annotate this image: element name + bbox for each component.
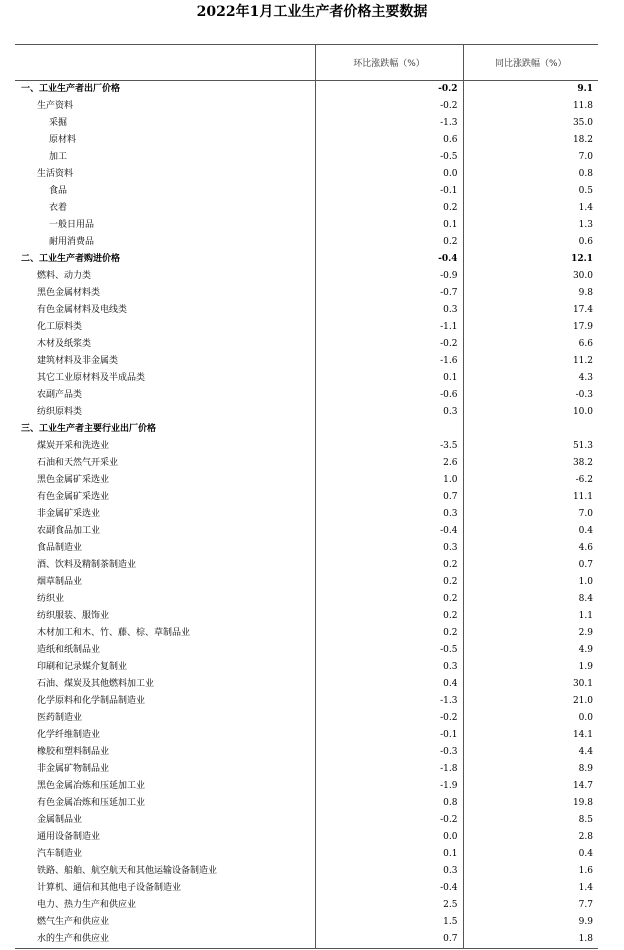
row-mom-value: -1.3 (315, 115, 463, 132)
row-mom-value: -1.3 (315, 693, 463, 710)
row-yoy-value: 2.8 (463, 829, 598, 846)
row-mom-value: -1.8 (315, 761, 463, 778)
row-label: 生活资料 (37, 169, 74, 179)
row-mom-value: 0.8 (315, 795, 463, 812)
table-row (15, 132, 598, 149)
row-label: 衣着 (49, 203, 68, 213)
table-row (15, 863, 598, 880)
row-mom-value: 0.2 (315, 557, 463, 574)
table-row (15, 523, 598, 540)
row-mom-value: -0.4 (315, 880, 463, 897)
row-mom-value: 0.2 (315, 608, 463, 625)
row-yoy-value (463, 421, 598, 438)
row-mom-value: 2.5 (315, 897, 463, 914)
row-label: 一、工业生产者出厂价格 (21, 84, 121, 94)
row-yoy-value: 30.1 (463, 676, 598, 693)
row-mom-value: -0.2 (315, 81, 463, 99)
row-yoy-value: 1.4 (463, 200, 598, 217)
row-yoy-value: 0.4 (463, 846, 598, 863)
row-yoy-value: 8.4 (463, 591, 598, 608)
row-mom-value: 0.1 (315, 217, 463, 234)
row-label: 生产资料 (37, 101, 74, 111)
row-label: 燃气生产和供应业 (37, 917, 110, 927)
row-yoy-value: 7.7 (463, 897, 598, 914)
table-header-row (15, 45, 598, 81)
row-yoy-value: 1.8 (463, 931, 598, 949)
header-mom: 环比涨跌幅（%） (315, 45, 463, 81)
table-row (15, 404, 598, 421)
row-yoy-value: 19.8 (463, 795, 598, 812)
row-mom-value: 0.3 (315, 540, 463, 557)
row-label: 二、工业生产者购进价格 (21, 254, 121, 264)
row-label: 石油和天然气开采业 (37, 458, 119, 468)
row-label: 有色金属矿采选业 (37, 492, 110, 502)
row-label: 石油、煤炭及其他燃料加工业 (37, 679, 155, 689)
row-yoy-value: 0.0 (463, 710, 598, 727)
row-mom-value: -1.9 (315, 778, 463, 795)
table-row (15, 540, 598, 557)
table-row (15, 251, 598, 268)
row-label: 水的生产和供应业 (15, 931, 315, 949)
row-label: 纺织服装、服饰业 (37, 611, 110, 621)
table-row (15, 353, 598, 370)
table-row (15, 217, 598, 234)
row-yoy-value: 10.0 (463, 404, 598, 421)
row-mom-value: 1.5 (315, 914, 463, 931)
row-label: 农副食品加工业 (37, 526, 101, 536)
row-mom-value: 0.2 (315, 200, 463, 217)
row-label: 汽车制造业 (37, 849, 83, 859)
row-yoy-value: 1.0 (463, 574, 598, 591)
row-yoy-value: -6.2 (463, 472, 598, 489)
row-label: 印刷和记录媒介复制业 (37, 662, 128, 672)
row-yoy-value: 35.0 (463, 115, 598, 132)
table-row (15, 591, 598, 608)
row-mom-value: 0.2 (315, 574, 463, 591)
table-row (15, 693, 598, 710)
table-row (15, 778, 598, 795)
row-mom-value: 1.0 (315, 472, 463, 489)
row-mom-value: -0.5 (315, 642, 463, 659)
row-label: 黑色金属矿采选业 (37, 475, 110, 485)
row-mom-value: -0.6 (315, 387, 463, 404)
table-row (15, 761, 598, 778)
row-mom-value: -1.6 (315, 353, 463, 370)
table-row (15, 897, 598, 914)
row-mom-value: 2.6 (315, 455, 463, 472)
row-yoy-value: 1.6 (463, 863, 598, 880)
row-mom-value: 0.4 (315, 676, 463, 693)
table-row (15, 744, 598, 761)
row-label: 纺织原料类 (37, 407, 83, 417)
row-label: 黑色金属冶炼和压延加工业 (37, 781, 146, 791)
row-label: 食品 (49, 186, 68, 196)
row-yoy-value: 0.4 (463, 523, 598, 540)
table-row (15, 115, 598, 132)
row-mom-value: -0.5 (315, 149, 463, 166)
row-label: 造纸和纸制品业 (37, 645, 101, 655)
table-row (15, 421, 598, 438)
table-row (15, 455, 598, 472)
row-yoy-value: 4.4 (463, 744, 598, 761)
table-row (15, 387, 598, 404)
row-mom-value: -1.1 (315, 319, 463, 336)
row-label: 其它工业原材料及半成品类 (37, 373, 146, 383)
table-row (15, 710, 598, 727)
table-row (15, 812, 598, 829)
row-yoy-value: 0.7 (463, 557, 598, 574)
row-yoy-value: 7.0 (463, 149, 598, 166)
row-label: 化学原料和化学制品制造业 (37, 696, 146, 706)
row-label: 采掘 (49, 118, 68, 128)
row-label: 耐用消费品 (49, 237, 95, 247)
table-row (15, 795, 598, 812)
table-row (15, 727, 598, 744)
row-mom-value: -0.1 (315, 727, 463, 744)
row-label: 医药制造业 (37, 713, 83, 723)
row-label: 化学纤维制造业 (37, 730, 101, 740)
row-mom-value: -0.7 (315, 285, 463, 302)
row-label: 酒、饮料及精制茶制造业 (37, 560, 137, 570)
row-yoy-value: 0.6 (463, 234, 598, 251)
table-row (15, 846, 598, 863)
row-yoy-value: 18.2 (463, 132, 598, 149)
table-row (15, 489, 598, 506)
row-mom-value: 0.1 (315, 370, 463, 387)
row-label: 有色金属材料及电线类 (37, 305, 128, 315)
row-label: 非金属矿采选业 (37, 509, 101, 519)
row-mom-value: -0.4 (315, 523, 463, 540)
row-label: 金属制品业 (37, 815, 83, 825)
row-mom-value: 0.0 (315, 166, 463, 183)
row-label: 有色金属冶炼和压延加工业 (37, 798, 146, 808)
row-label: 木材及纸浆类 (37, 339, 92, 349)
row-mom-value: 0.3 (315, 506, 463, 523)
row-label: 非金属矿物制品业 (37, 764, 110, 774)
row-label: 加工 (49, 152, 68, 162)
row-yoy-value: 17.4 (463, 302, 598, 319)
row-mom-value: -0.9 (315, 268, 463, 285)
row-mom-value: -0.4 (315, 251, 463, 268)
table-row (15, 931, 598, 949)
row-label: 化工原料类 (37, 322, 83, 332)
row-yoy-value: 9.8 (463, 285, 598, 302)
row-yoy-value: 12.1 (463, 251, 598, 268)
row-yoy-value: 4.9 (463, 642, 598, 659)
table-row (15, 268, 598, 285)
table-row (15, 574, 598, 591)
row-yoy-value: 9.1 (463, 81, 598, 99)
row-mom-value: -0.2 (315, 710, 463, 727)
row-label: 一般日用品 (49, 220, 95, 230)
table-row (15, 625, 598, 642)
row-mom-value: 0.3 (315, 659, 463, 676)
row-yoy-value: 11.1 (463, 489, 598, 506)
row-label: 纺织业 (37, 594, 65, 604)
row-yoy-value: 11.8 (463, 98, 598, 115)
row-label: 原材料 (49, 135, 77, 145)
price-data-table (15, 44, 598, 949)
row-label: 三、工业生产者主要行业出厂价格 (21, 424, 157, 434)
row-mom-value: 0.2 (315, 591, 463, 608)
row-mom-value: -0.2 (315, 336, 463, 353)
row-mom-value: -0.1 (315, 183, 463, 200)
row-yoy-value: 51.3 (463, 438, 598, 455)
row-label: 建筑材料及非金属类 (37, 356, 119, 366)
table-row (15, 659, 598, 676)
row-label: 燃料、动力类 (37, 271, 92, 281)
table-row (15, 166, 598, 183)
table-row (15, 149, 598, 166)
row-label: 铁路、船舶、航空航天和其他运输设备制造业 (37, 866, 218, 876)
table-row (15, 302, 598, 319)
header-yoy: 同比涨跌幅（%） (463, 45, 598, 81)
row-yoy-value: 38.2 (463, 455, 598, 472)
page-title: 2022年1月工业生产者价格主要数据 (196, 4, 428, 20)
row-label: 黑色金属材料类 (37, 288, 101, 298)
row-mom-value: 0.3 (315, 863, 463, 880)
row-yoy-value: 21.0 (463, 693, 598, 710)
row-yoy-value: 4.3 (463, 370, 598, 387)
row-mom-value: 0.6 (315, 132, 463, 149)
table-row (15, 336, 598, 353)
table-row (15, 285, 598, 302)
row-mom-value: 0.3 (315, 302, 463, 319)
table-row (15, 829, 598, 846)
row-label: 煤炭开采和洗选业 (37, 441, 110, 451)
row-yoy-value: 11.2 (463, 353, 598, 370)
row-yoy-value: -0.3 (463, 387, 598, 404)
row-yoy-value: 8.5 (463, 812, 598, 829)
table-row (15, 370, 598, 387)
row-yoy-value: 14.1 (463, 727, 598, 744)
table-row (15, 557, 598, 574)
table-row (15, 914, 598, 931)
row-mom-value: -0.3 (315, 744, 463, 761)
row-mom-value (315, 421, 463, 438)
row-label: 通用设备制造业 (37, 832, 101, 842)
table-row (15, 608, 598, 625)
table-row (15, 506, 598, 523)
table-body (15, 81, 598, 949)
table-row (15, 642, 598, 659)
row-mom-value: 0.7 (315, 489, 463, 506)
table-row (15, 880, 598, 897)
row-mom-value: 0.3 (315, 404, 463, 421)
row-yoy-value: 14.7 (463, 778, 598, 795)
row-mom-value: 0.1 (315, 846, 463, 863)
row-mom-value: 0.2 (315, 234, 463, 251)
table-row (15, 438, 598, 455)
header-item (15, 45, 315, 81)
row-label: 烟草制品业 (37, 577, 83, 587)
row-mom-value: -0.2 (315, 98, 463, 115)
row-yoy-value: 1.1 (463, 608, 598, 625)
row-label: 电力、热力生产和供应业 (37, 900, 137, 910)
row-label: 橡胶和塑料制品业 (37, 747, 110, 757)
row-mom-value: 0.2 (315, 625, 463, 642)
row-label: 农副产品类 (37, 390, 83, 400)
row-label: 食品制造业 (37, 543, 83, 553)
table-row (15, 234, 598, 251)
table-row (15, 183, 598, 200)
row-yoy-value: 8.9 (463, 761, 598, 778)
row-mom-value: 0.7 (315, 931, 463, 949)
row-yoy-value: 9.9 (463, 914, 598, 931)
row-yoy-value: 4.6 (463, 540, 598, 557)
row-yoy-value: 2.9 (463, 625, 598, 642)
row-yoy-value: 7.0 (463, 506, 598, 523)
row-yoy-value: 0.5 (463, 183, 598, 200)
row-label: 木材加工和木、竹、藤、棕、草制品业 (37, 628, 191, 638)
row-yoy-value: 1.3 (463, 217, 598, 234)
row-mom-value: 0.0 (315, 829, 463, 846)
row-yoy-value: 30.0 (463, 268, 598, 285)
table-row (15, 676, 598, 693)
table-row (15, 319, 598, 336)
table-row (15, 200, 598, 217)
row-yoy-value: 1.9 (463, 659, 598, 676)
table-row (15, 472, 598, 489)
table-row (15, 81, 598, 99)
row-yoy-value: 1.4 (463, 880, 598, 897)
table-row (15, 98, 598, 115)
row-mom-value: -0.2 (315, 812, 463, 829)
row-mom-value: -3.5 (315, 438, 463, 455)
row-yoy-value: 17.9 (463, 319, 598, 336)
row-yoy-value: 0.8 (463, 166, 598, 183)
row-yoy-value: 6.6 (463, 336, 598, 353)
row-label: 计算机、通信和其他电子设备制造业 (37, 883, 182, 893)
